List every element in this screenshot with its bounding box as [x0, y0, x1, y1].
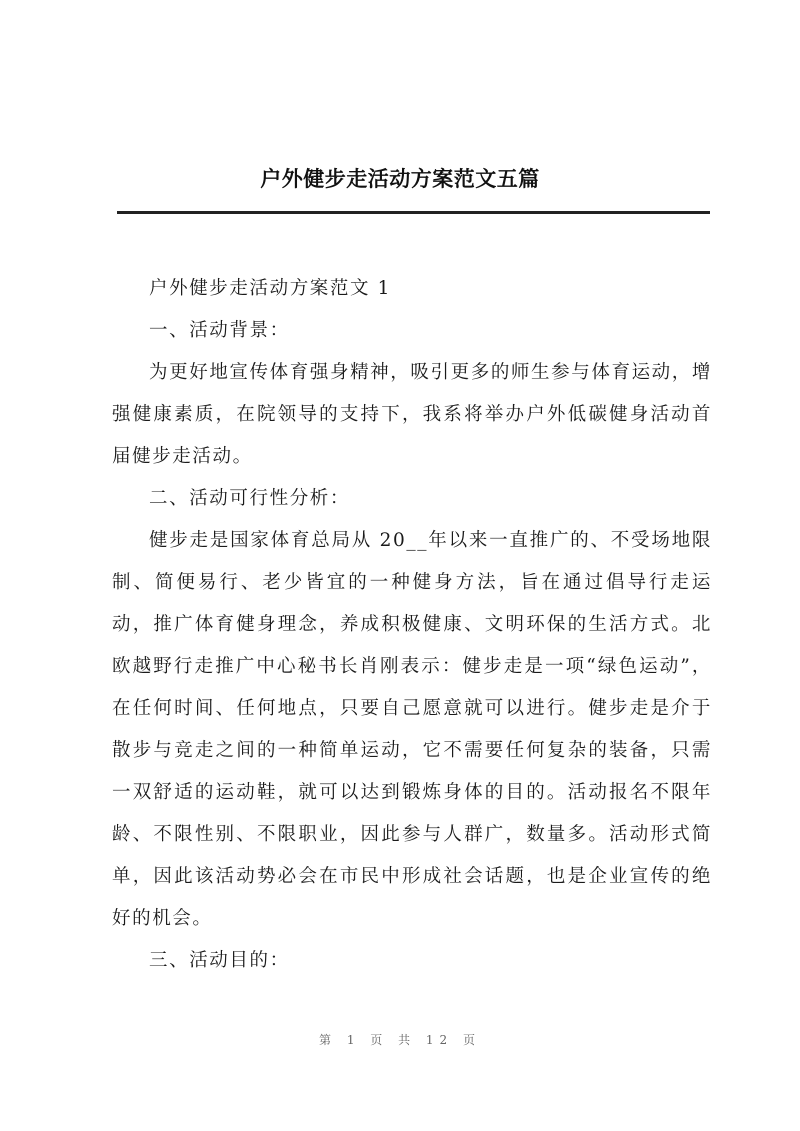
section-heading: 一、活动背景：: [149, 320, 290, 341]
page-number: 第 1 页 共 12 页: [319, 1033, 481, 1047]
document-body: [112, 268, 712, 982]
section-heading: 二、活动可行性分析：: [149, 488, 351, 509]
section-heading: 三、活动目的：: [149, 950, 290, 971]
document-title: 户外健步走活动方案范文五篇: [260, 166, 540, 191]
title-divider: [117, 211, 710, 214]
body-paragraph: 健步走是国家体育总局从 20__年以来一直推广的、不受场地限制、简便易行、老少皆宜的一种健身方法，旨在通过倡导行走运动，推广体育健身理念，养成积极健康、文明环保的生活方式。北欧越野行走推广中心秘书长肖刚表示：健步走是一项“绿色运动”，在任何时间、任何地点，只要自己愿意就可以进行。健步走是介于散步与竞走之间的一种简单运动，它不需要任何复杂的装备，只需一双舒适的运动鞋，就可以达到锻炼身体的目的。活动报名不限年龄、不限性别、不限职业，因此参与人群广，数量多。活动形式简单，因此该活动势必会在市民中形成社会话题，也是企业宣传的绝好的机会。: [112, 530, 712, 929]
section-heading: 户外健步走活动方案范文 1: [149, 278, 391, 299]
body-paragraph: 为更好地宣传体育强身精神，吸引更多的师生参与体育运动，增强健康素质，在院领导的支持下，我系将举办户外低碳健身活动首届健步走活动。: [112, 362, 712, 467]
